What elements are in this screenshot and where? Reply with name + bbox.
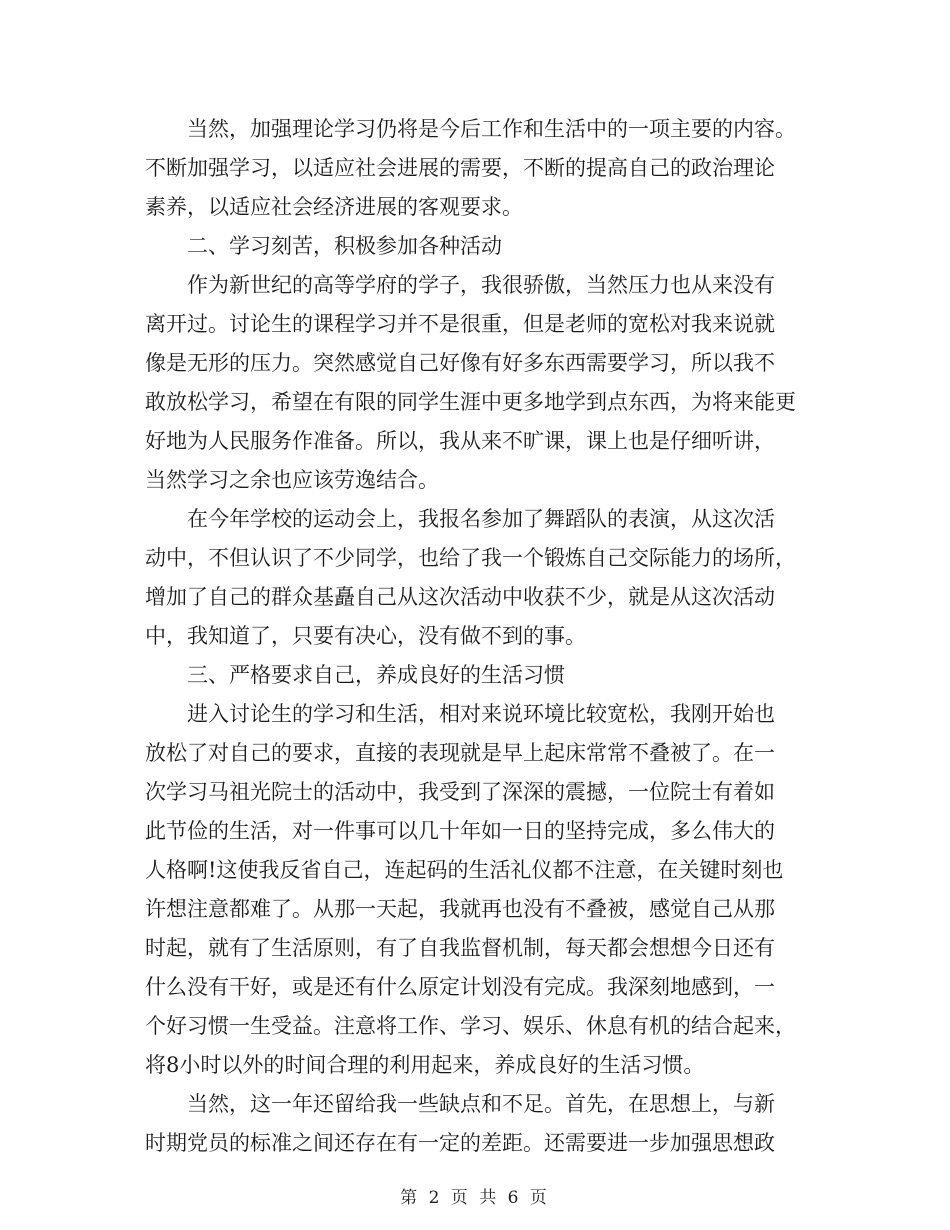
text-line: 此节俭的生活，对一件事可以几十年如一日的坚持完成，多么伟大的 — [145, 819, 775, 843]
text-line: 增加了自己的群众基矗自己从这次活动中收获不少，就是从这次活动 — [145, 585, 775, 609]
text-line: 什么没有干好，或是还有什么原定计划没有完成。我深刻地感到，一 — [145, 975, 775, 999]
section-heading: 三、严格要求自己，养成良好的生活习惯 — [187, 663, 565, 687]
text-line: 时期党员的标准之间还存在有一定的差距。还需要进一步加强思想政 — [145, 1131, 775, 1155]
text-line: 当然，这一年还留给我一些缺点和不足。首先，在思想上，与新 — [187, 1092, 775, 1116]
text-line: 放松了对自己的要求，直接的表现就是早上起床常常不叠被了。在一 — [145, 741, 775, 765]
text-line: 敢放松学习，希望在有限的同学生涯中更多地学到点东西，为将来能更 — [145, 390, 796, 414]
text-line: 人格啊!这使我反省自己，连起码的生活礼仪都不注意，在关键时刻也 — [145, 858, 784, 882]
text-line: 中，我知道了，只要有决心，没有做不到的事。 — [145, 624, 586, 648]
text-line: 进入讨论生的学习和生活，相对来说环境比较宽松，我刚开始也 — [187, 702, 775, 726]
page-number-footer: 第 2 页 共 6 页 — [400, 1188, 550, 1208]
text-line: 离开过。讨论生的课程学习并不是很重，但是老师的宽松对我来说就 — [145, 312, 775, 336]
text-line: 素养，以适应社会经济进展的客观要求。 — [145, 195, 523, 219]
text-line: 次学习马祖光院士的活动中，我受到了深深的震撼，一位院士有着如 — [145, 780, 775, 804]
text-line: 动中，不但认识了不少同学，也给了我一个锻炼自己交际能力的场所， — [145, 546, 796, 570]
text-line: 当然学习之余也应该劳逸结合。 — [145, 468, 439, 492]
text-line: 个好习惯一生受益。注意将工作、学习、娱乐、休息有机的结合起来， — [145, 1014, 796, 1038]
text-line: 时起，就有了生活原则，有了自我监督机制，每天都会想想今日还有 — [145, 936, 775, 960]
text-line: 许想注意都难了。从那一天起，我就再也没有不叠被，感觉自己从那 — [145, 897, 775, 921]
text-line: 在今年学校的运动会上，我报名参加了舞蹈队的表演，从这次活 — [187, 507, 775, 531]
text-line: 不断加强学习，以适应社会进展的需要，不断的提高自己的政治理论 — [145, 156, 775, 180]
section-heading: 二、学习刻苦，积极参加各种活动 — [187, 234, 502, 258]
text-line: 当然，加强理论学习仍将是今后工作和生活中的一项主要的内容。 — [187, 117, 796, 141]
text-line: 好地为人民服务作准备。所以，我从来不旷课，课上也是仔细听讲， — [145, 429, 775, 453]
text-line: 像是无形的压力。突然感觉自己好像有好多东西需要学习，所以我不 — [145, 351, 775, 375]
text-line: 作为新世纪的高等学府的学子，我很骄傲，当然压力也从来没有 — [187, 273, 775, 297]
text-line: 将8小时以外的时间合理的利用起来，养成良好的生活习惯。 — [145, 1053, 705, 1077]
